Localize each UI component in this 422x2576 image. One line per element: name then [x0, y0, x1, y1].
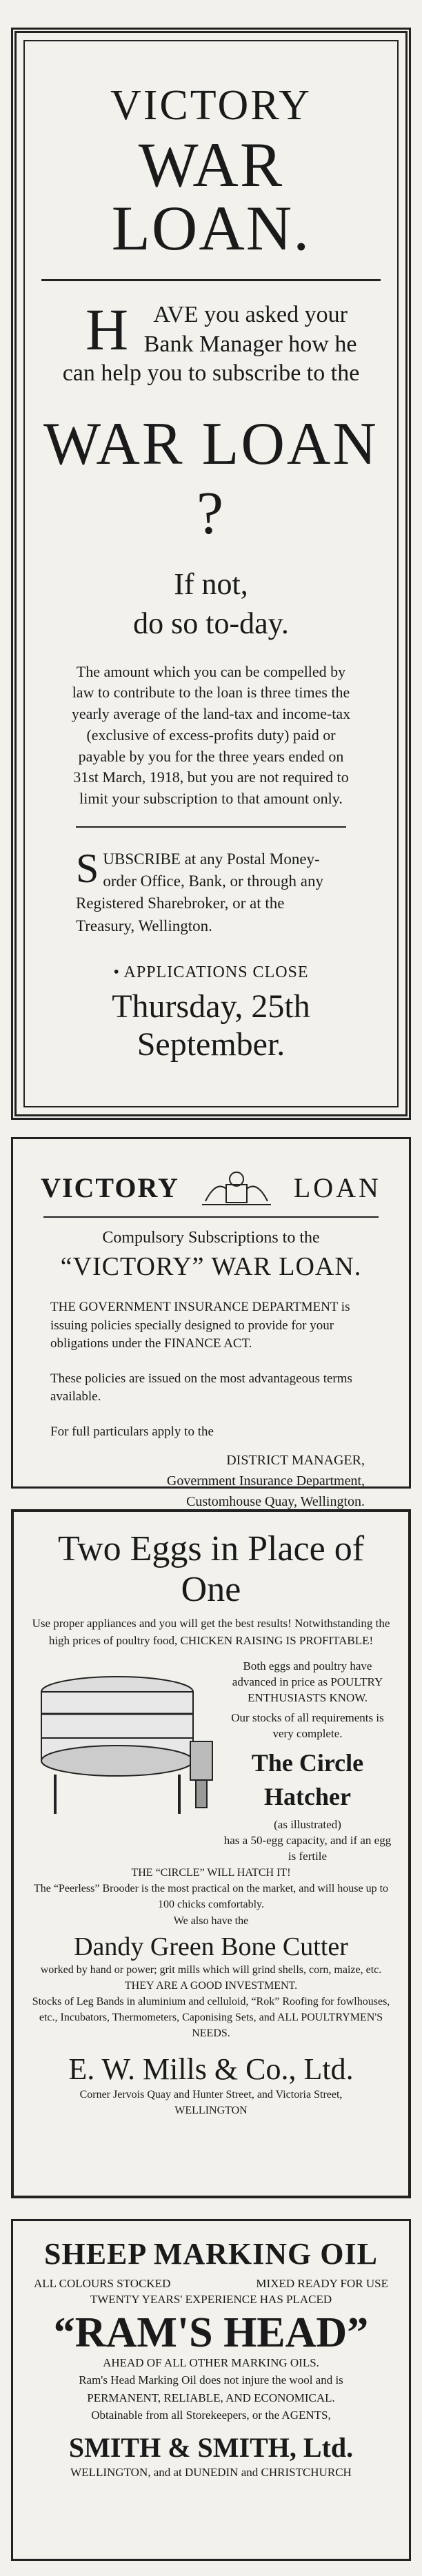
firm-address: Corner Jervois Quay and Hunter Street, and Victoria Street, — [79, 2088, 343, 2100]
ad4-firm: SMITH & SMITH, Ltd. — [68, 2431, 354, 2463]
ad2-sub1: Compulsory Subscriptions to the — [102, 1229, 320, 1247]
addr-line3: Customhouse Quay, Wellington. — [186, 1493, 365, 1509]
ad2-p3: For full particulars apply to the — [50, 1424, 214, 1439]
addr-line1: DISTRICT MANAGER, — [226, 1452, 365, 1468]
sheep-marking-oil-ad — [11, 2219, 411, 2561]
firm-name: E. W. Mills & Co., Ltd. — [68, 2052, 354, 2086]
ad2-sub2: “VICTORY” WAR LOAN. — [60, 1252, 362, 1281]
close-date: Thursday, 25th September. — [112, 988, 310, 1063]
rams-head-brand: “RAM'S HEAD” — [53, 2309, 369, 2356]
stocks-text: Stocks of Leg Bands in aluminium and celluloid, “Rok” Roofing for fowlhouses, etc., Incubators, Thermometers, Caponising Sets, and ALL POULTRYMEN'S NEEDS. — [32, 1996, 390, 2040]
investment-text: THEY ARE A GOOD INVESTMENT. — [124, 1979, 298, 1992]
ad4-p2: PERMANENT, RELIABLE, AND ECONOMICAL. — [87, 2391, 335, 2404]
question-text: AVE you asked your Bank Manager how he can help you to subscribe to the — [62, 302, 360, 386]
ad4-ahead: AHEAD OF ALL OTHER MARKING OILS. — [103, 2355, 319, 2369]
ad2-header — [30, 1167, 392, 1208]
ad2-p1: THE GOVERNMENT INSURANCE DEPARTMENT is issuing policies specially designed to provide for your obligations under the FINANCE ACT. — [50, 1300, 350, 1351]
bullet-icon: • — [113, 963, 120, 981]
capacity-text: has a 50-egg capacity, and if an egg is fertile — [223, 1834, 392, 1863]
ad1-title-line1: VICTORY — [110, 82, 312, 129]
victory-word: VICTORY — [41, 1172, 179, 1203]
ad3-right1: Both eggs and poultry have advanced in price as POULTRY ENTHUSIASTS KNOW. — [232, 1659, 383, 1705]
hatcher-illustration-icon — [28, 1659, 221, 1824]
illustrated-note: (as illustrated) — [274, 1818, 341, 1832]
coat-of-arms-icon — [199, 1167, 274, 1208]
victory-loan-insurance-ad — [11, 1137, 411, 1509]
ad-inner-border — [23, 40, 399, 1107]
ad2-p2: These policies are issued on the most advantageous terms available. — [50, 1371, 352, 1404]
ad4-row — [27, 2277, 395, 2291]
dandy-headline: Dandy Green Bone Cutter — [74, 1932, 348, 1961]
ad1-body: The amount which you can be compelled by law to contribute to the loan is three times the yearly average of the land-tax and income-tax (exclusive of excess-profits duty) paid or payable by you for the three years ended on 31st March, 1918, but you are not required to limit your subscription to that amount only. — [71, 662, 351, 808]
addr-line2: Government Insurance Department, — [166, 1473, 365, 1489]
ad3-intro: Use proper appliances and you will get the best results! Notwithstanding the high prices of poultry food, CHICKEN RAISING IS PROFITABLE! — [32, 1617, 390, 1647]
ad4-experience: TWENTY YEARS' EXPERIENCE HAS PLACED — [90, 2293, 332, 2306]
if-not: If not, — [174, 566, 248, 601]
ad4-title: SHEEP MARKING OIL — [44, 2237, 378, 2271]
do-so-today: do so to-day. — [133, 606, 289, 640]
ad3-right2: Our stocks of all requirements is very complete. — [231, 1711, 384, 1741]
ad4-left: ALL COLOURS STOCKED — [34, 2277, 171, 2290]
loan-word: LOAN — [293, 1172, 381, 1203]
ad4-p1: Ram's Head Marking Oil does not injure the wool and is — [79, 2373, 343, 2386]
dropcap: S — [76, 846, 99, 892]
applications-close-label: APPLICATIONS CLOSE — [123, 963, 309, 981]
poultry-ad — [11, 1509, 411, 2198]
ad4-right: MIXED READY FOR USE — [256, 2277, 388, 2290]
ad4-p3: Obtainable from all Storekeepers, or the AGENTS, — [91, 2409, 331, 2422]
divider — [43, 1216, 379, 1218]
dropcap: H — [86, 296, 129, 362]
ad3-middle — [28, 1659, 394, 1865]
ad2-address — [30, 1450, 392, 1512]
will-hatch: THE “CIRCLE” WILL HATCH IT! — [131, 1866, 291, 1879]
war-loan-headline: WAR LOAN ? — [43, 410, 379, 547]
firm-city: WELLINGTON — [174, 2104, 248, 2116]
ad1-title-line2: WAR LOAN. — [111, 130, 311, 263]
dandy-desc: worked by hand or power; grit mills which will grind shells, corn, maize, etc. — [40, 1963, 382, 1976]
also-have: We also have the — [173, 1914, 249, 1927]
circle-hatcher-title: The Circle Hatcher — [251, 1748, 364, 1810]
ad3-headline: Two Eggs in Place of One — [57, 1529, 365, 1609]
ad3-right-column — [221, 1659, 394, 1865]
subscribe-text: UBSCRIBE at any Postal Money-order Office, Bank, or through any Registered Sharebroker, or at the Treasury, Wellington. — [76, 850, 323, 934]
victory-war-loan-ad — [11, 28, 411, 1120]
ad4-places: WELLINGTON, and at DUNEDIN and CHRISTCHURCH — [70, 2465, 352, 2479]
peerless-text: The “Peerless” Brooder is the most practical on the market, and will house up to 100 chicks comfortably. — [33, 1883, 389, 1911]
